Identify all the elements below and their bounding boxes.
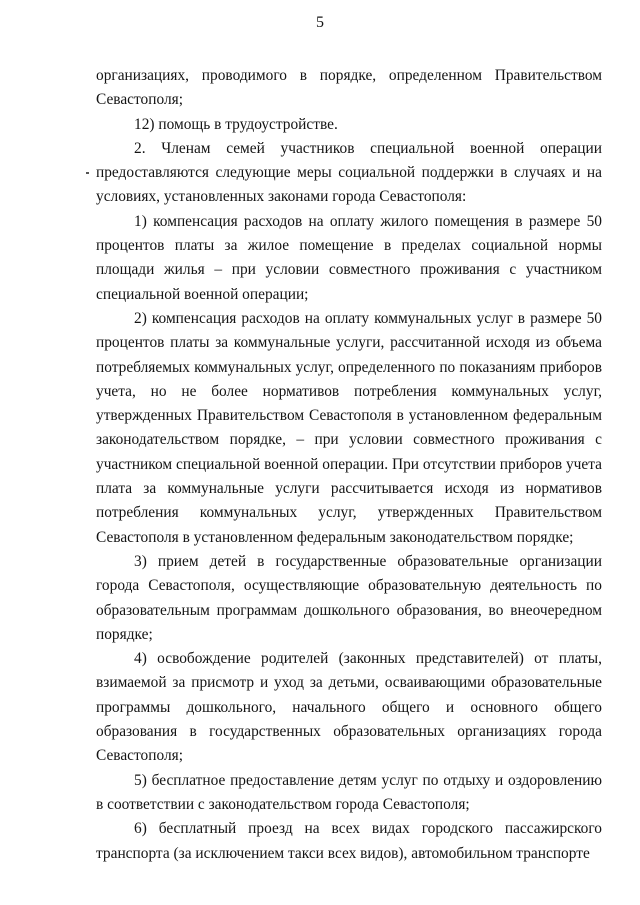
paragraph-item-5: 5) бесплатное предоставление детям услуг по отдыху и оздоровлению в соответствии с законодательством города Севастополя;	[96, 771, 602, 813]
paragraph-item-3: 3) прием детей в государственные образовательные организации города Севастополя, осуществляющие образовательную деятельность по образовательным программам дошкольного образования, во внеочередном порядке;	[96, 552, 602, 643]
page-number: 5	[316, 14, 324, 31]
scan-artifact-mark	[86, 172, 89, 174]
paragraph-item-6: 6) бесплатный проезд на всех видах городского пассажирского транспорта (за исключением такси всех видов), автомобильном транспорте	[96, 820, 602, 862]
paragraph-continuation: организациях, проводимого в порядке, определенном Правительством Севастополя;	[96, 67, 602, 109]
paragraph-section-2: 2. Членам семей участников специальной военной операции предоставляются следующие меры социальной поддержки в случаях и на условиях, установленных законами города Севастополя:	[96, 139, 602, 206]
paragraph-item-1: 1) компенсация расходов на оплату жилого помещения в размере 50 процентов платы за жилое помещение в пределах социальной нормы площади жилья – при условии совместного проживания с участником специальной военной операции;	[96, 212, 602, 303]
paragraph-item-4: 4) освобождение родителей (законных представителей) от платы, взимаемой за присмотр и уход за детьми, осваивающими образовательные программы дошкольного, начального общего и основного общего образования в государственных образовательных организациях города Севастополя;	[96, 650, 602, 765]
paragraph-item-12: 12) помощь в трудоустройстве.	[134, 115, 338, 133]
paragraph-item-2: 2) компенсация расходов на оплату коммунальных услуг в размере 50 процентов платы за коммунальные услуги, рассчитанной исходя из объема потребляемых коммунальных услуг, определенного по показаниям приборов учета, но не более нормативов потребления коммунальных услуг, утвержденных Правительством Севастополя в установленном федеральным законодательством порядке, – при условии совместного проживания с участником специальной военной операции. При отсутствии приборов учета плата за коммунальные услуги рассчитывается исходя из нормативов потребления коммунальных услуг, утвержденных Правительством Севастополя в установленном федеральным законодательством порядке;	[96, 309, 602, 546]
document-body	[96, 64, 602, 866]
